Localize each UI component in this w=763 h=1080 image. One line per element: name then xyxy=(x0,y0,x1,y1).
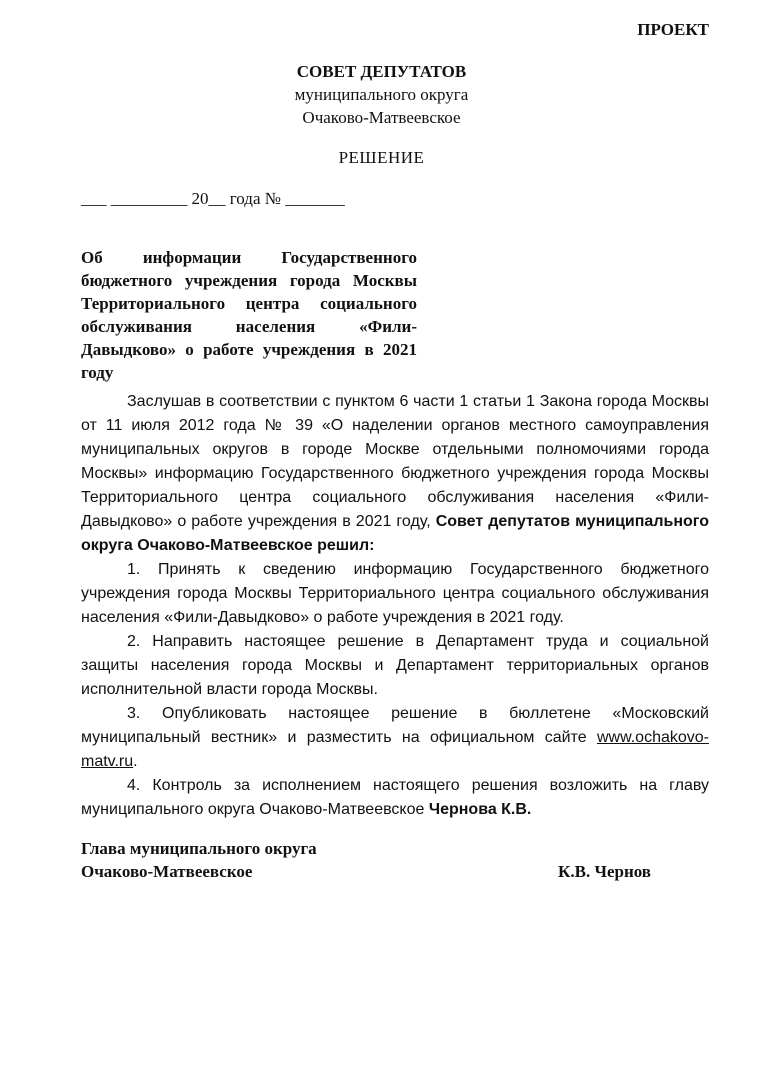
date-number-line: ___ _________ 20__ года № _______ xyxy=(81,189,345,208)
decision-body xyxy=(81,390,709,822)
organization-line3: Очаково-Матвеевское xyxy=(302,108,461,127)
signatory-title-line2: Очаково-Матвеевское xyxy=(81,862,253,881)
organization-name: СОВЕТ ДЕПУТАТОВ xyxy=(296,62,467,81)
official-site-link[interactable]: www.ochakovo-matv.ru xyxy=(81,729,709,770)
item3-end: . xyxy=(133,753,138,770)
item4-text: 4. Контроль за исполнением настоящего решения возложить на главу муниципального округа Очаково-Матвеевское xyxy=(81,777,709,818)
decision-item-2: 2. Направить настоящее решение в Департамент труда и социальной защиты населения города Москвы и Департамент территориальных органов исполнительной власти города Москвы. xyxy=(81,633,709,698)
subject-line: обслуживания населения «Фили- xyxy=(81,317,417,336)
signature-row xyxy=(81,860,651,883)
item3-text: 3. Опубликовать настоящее решение в бюллетене «Московский муниципальный вестник» и разместить на официальном сайте xyxy=(81,705,709,746)
decision-title: РЕШЕНИЕ xyxy=(338,148,425,167)
subject-line: году xyxy=(81,363,114,382)
draft-stamp: ПРОЕКТ xyxy=(637,20,709,39)
subject-line: Территориального центра социального xyxy=(81,294,417,313)
decision-subject xyxy=(81,246,417,384)
signatory-name: К.В. Чернов xyxy=(558,862,651,881)
organization-line2: муниципального округа xyxy=(294,85,469,104)
signatory-title-line1: Глава муниципального округа xyxy=(81,839,317,858)
document-header xyxy=(0,60,763,129)
signature-block xyxy=(81,837,651,883)
decision-item-1: 1. Принять к сведению информацию Государственного бюджетного учреждения города Москвы Территориального центра социального обслуживания населения «Фили-Давыдково» о работе учреждения в 2021 году. xyxy=(81,561,709,626)
decision-item-4 xyxy=(81,774,709,822)
decision-item-3 xyxy=(81,702,709,774)
responsible-person: Чернова К.В. xyxy=(428,801,532,818)
intro-paragraph xyxy=(81,390,709,558)
subject-line: бюджетного учреждения города Москвы xyxy=(81,271,417,290)
subject-line: Об информации Государственного xyxy=(81,248,417,267)
intro-text: Заслушав в соответствии с пунктом 6 части 1 статьи 1 Закона города Москвы от 11 июля 2012 года № 39 «О наделении органов местного самоуправления муниципальных округов в городе Москве отдельными полномочиями города Москвы» информацию Государственного бюджетного учреждения города Москвы Территориального центра социального обслуживания населения «Фили-Давыдково» о работе учреждения в 2021 году, xyxy=(81,393,709,530)
subject-line: Давыдково» о работе учреждения в 2021 xyxy=(81,340,417,359)
intro-resolution: Совет депутатов муниципального округа Очаково-Матвеевское решил: xyxy=(81,513,709,554)
